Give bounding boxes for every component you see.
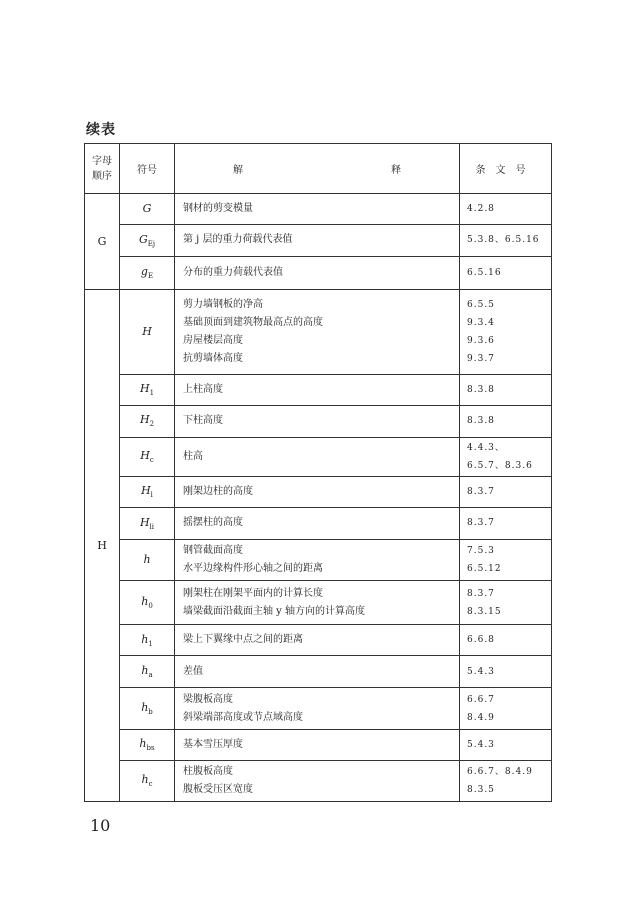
header-clause-number: 条文号 [460, 144, 552, 194]
table-row [85, 405, 552, 437]
clause-line: 5.4.3 [467, 666, 495, 677]
symbol-main: h [141, 664, 149, 678]
clause-line: 8.3.7 [467, 518, 495, 529]
symbol-cell [120, 760, 175, 801]
symbol-main: h [141, 595, 149, 609]
symbol-subscript: E [147, 272, 154, 281]
clause-cell [460, 476, 552, 507]
symbol-cell [120, 507, 175, 539]
explanation-cell [175, 625, 460, 656]
explanation-cell [175, 688, 460, 729]
clause-line: 7.5.3 [467, 545, 495, 556]
table-row [85, 256, 552, 289]
symbol-cell [120, 625, 175, 656]
clause-cell [460, 194, 552, 225]
explanation-cell [175, 729, 460, 760]
table-row [85, 539, 552, 580]
clause-line: 8.3.8 [467, 384, 495, 395]
symbol-cell [120, 374, 175, 405]
symbol-cell [120, 405, 175, 437]
symbol-cell [120, 256, 175, 289]
explanation-line: 梁腹板高度 [183, 693, 233, 705]
explanation-cell [175, 224, 460, 256]
explanation-cell [175, 256, 460, 289]
table-row [85, 289, 552, 374]
explanation-cell [175, 581, 460, 625]
clause-line: 9.3.7 [467, 353, 495, 364]
symbol-subscript: c [149, 456, 154, 465]
header-explanation [175, 144, 460, 194]
explanation-line: 基本雪压厚度 [183, 738, 243, 750]
clause-cell [460, 581, 552, 625]
symbol-subscript: a [148, 671, 153, 680]
explanation-line: 斜梁端部高度或节点域高度 [183, 711, 303, 723]
explanation-line: 梁上下翼缘中点之间的距离 [183, 634, 303, 646]
clause-cell [460, 437, 552, 476]
clause-line: 6.5.5 [467, 299, 495, 310]
explanation-cell [175, 656, 460, 688]
explanation-line: 钢材的剪变模量 [183, 202, 253, 214]
symbol-cell [120, 194, 175, 225]
page-number: 10 [90, 816, 111, 835]
symbol-subscript: 1 [149, 389, 155, 398]
clause-line: 8.3.7 [467, 486, 495, 497]
clause-line: 6.5.7、8.3.6 [467, 460, 533, 471]
explanation-line: 腹板受压区宽度 [183, 783, 253, 795]
clause-line: 6.6.7 [467, 694, 495, 705]
symbol-subscript: Ej [147, 240, 156, 249]
explanation-cell [175, 405, 460, 437]
explanation-cell [175, 476, 460, 507]
explanation-line: 墙梁截面沿截面主轴 y 轴方向的计算高度 [183, 605, 366, 617]
explanation-line: 刚架柱在刚架平面内的计算长度 [183, 587, 323, 599]
symbol-main: h [139, 737, 147, 751]
symbol-cell [120, 656, 175, 688]
clause-cell [460, 256, 552, 289]
symbol-cell [120, 289, 175, 374]
table-row [85, 656, 552, 688]
clause-line: 8.4.9 [467, 712, 495, 723]
symbol-main: h [141, 700, 149, 714]
table-row [85, 625, 552, 656]
table-row [85, 760, 552, 801]
table-caption: 续表 [86, 122, 116, 138]
header-symbol: 符号 [120, 144, 175, 194]
clause-line: 9.3.4 [467, 317, 495, 328]
clause-cell [460, 760, 552, 801]
table-row [85, 688, 552, 729]
header-explanation-right: 释 [391, 165, 401, 176]
clause-line: 5.3.8、6.5.16 [467, 235, 540, 246]
clause-line: 5.4.3 [467, 739, 495, 750]
explanation-line: 基础顶面到建筑物最高点的高度 [183, 316, 323, 328]
explanation-cell [175, 539, 460, 580]
symbol-cell [120, 539, 175, 580]
explanation-line: 房屋楼层高度 [183, 334, 243, 346]
explanation-cell [175, 437, 460, 476]
symbol-cell [120, 437, 175, 476]
explanation-line: 抗剪墙体高度 [183, 352, 243, 364]
symbol-main: H [140, 449, 150, 463]
explanation-line: 差值 [183, 665, 203, 677]
symbol-main: H [141, 484, 151, 498]
header-explanation-left: 解 [233, 165, 243, 176]
table-row [85, 581, 552, 625]
clause-cell [460, 625, 552, 656]
explanation-cell [175, 289, 460, 374]
symbol-table [84, 143, 552, 802]
symbol-subscript: li [149, 522, 155, 531]
table-row [85, 437, 552, 476]
explanation-cell [175, 194, 460, 225]
header-letter-order [85, 144, 120, 194]
symbol-cell [120, 729, 175, 760]
explanation-line: 柱高 [183, 450, 203, 462]
table-row [85, 507, 552, 539]
clause-cell [460, 688, 552, 729]
table-row [85, 374, 552, 405]
clause-cell [460, 507, 552, 539]
symbol-main: H [139, 382, 150, 395]
clause-line: 6.5.16 [467, 267, 502, 278]
explanation-line: 摇摆柱的高度 [183, 517, 243, 529]
clause-line: 9.3.6 [467, 335, 495, 346]
explanation-line: 水平边缘构件形心轴之间的距离 [183, 562, 323, 574]
table-row [85, 194, 552, 225]
symbol-subscript: l [150, 491, 153, 500]
symbol-subscript: 0 [148, 602, 153, 611]
clause-line: 4.4.3、 [467, 442, 505, 453]
symbol-main: G [138, 232, 148, 246]
symbol-subscript: 2 [149, 420, 155, 429]
header-letter-order-line2: 顺序 [92, 170, 112, 182]
clause-cell [460, 374, 552, 405]
clause-line: 8.3.8 [467, 416, 495, 427]
clause-cell [460, 224, 552, 256]
explanation-line: 下柱高度 [183, 415, 223, 427]
letter-group-cell: G [85, 194, 120, 290]
symbol-subscript: 1 [148, 639, 153, 648]
explanation-line: 柱腹板高度 [183, 765, 233, 777]
table-body [85, 194, 552, 802]
explanation-line: 剪力墙钢板的净高 [183, 298, 263, 310]
clause-cell [460, 405, 552, 437]
explanation-line: 上柱高度 [183, 383, 223, 395]
symbol-main: H [139, 413, 150, 427]
explanation-line: 分布的重力荷载代表值 [183, 266, 283, 278]
symbol-main: h [143, 553, 151, 567]
symbol-main: h [141, 773, 149, 787]
letter-group-cell: H [85, 289, 120, 801]
table-row [85, 729, 552, 760]
explanation-cell [175, 760, 460, 801]
symbol-subscript: bs [146, 744, 155, 753]
header-letter-order-line1: 字母 [92, 155, 112, 167]
table-header-row [85, 144, 552, 194]
symbol-cell [120, 688, 175, 729]
clause-line: 8.3.5 [467, 784, 495, 795]
clause-line: 4.2.8 [467, 203, 495, 214]
symbol-cell [120, 224, 175, 256]
symbol-subscript: c [148, 780, 153, 789]
clause-line: 6.6.8 [467, 635, 495, 646]
clause-cell [460, 656, 552, 688]
explanation-cell [175, 374, 460, 405]
clause-line: 8.3.7 [467, 588, 495, 599]
symbol-main: g [140, 265, 148, 279]
symbol-subscript: b [148, 708, 153, 717]
symbol-main: G [142, 202, 152, 216]
table-row [85, 224, 552, 256]
clause-line: 6.5.12 [467, 563, 502, 574]
clause-cell [460, 289, 552, 374]
symbol-cell [120, 581, 175, 625]
symbol-main: H [142, 325, 152, 339]
clause-cell [460, 729, 552, 760]
symbol-main: H [139, 515, 150, 529]
table-row [85, 476, 552, 507]
symbol-cell [120, 476, 175, 507]
symbol-main: h [141, 632, 149, 646]
clause-line: 8.3.15 [467, 606, 502, 617]
explanation-cell [175, 507, 460, 539]
clause-cell [460, 539, 552, 580]
explanation-line: 钢管截面高度 [183, 544, 243, 556]
clause-line: 6.6.7、8.4.9 [467, 766, 533, 777]
explanation-line: 刚架边柱的高度 [183, 485, 253, 497]
explanation-line: 第 j 层的重力荷载代表值 [183, 234, 293, 246]
